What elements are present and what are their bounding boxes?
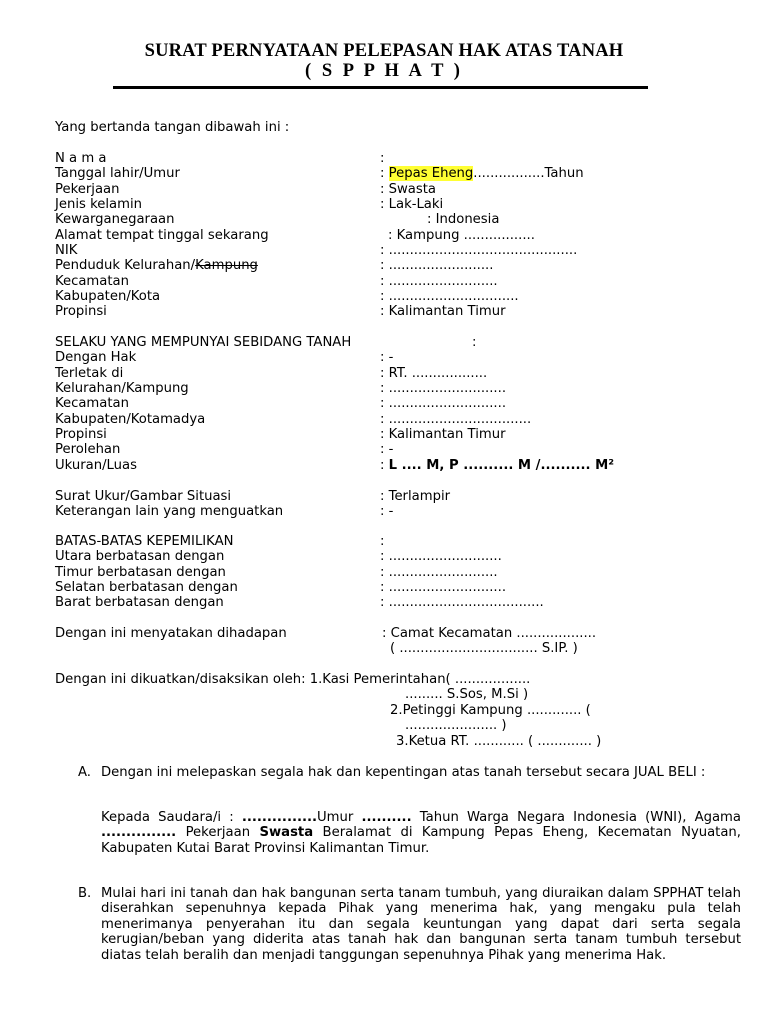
survey-value-surat-ukur: : Terlampir	[380, 489, 451, 504]
border-value-selatan: : ............................	[380, 580, 507, 595]
survey-value-keterangan: : -	[380, 504, 394, 519]
field-value-kecamatan: : ..........................	[380, 274, 498, 289]
land-label-terletak: Terletak di	[55, 366, 124, 381]
field-label-nik: NIK	[55, 243, 78, 258]
border-label-selatan: Selatan berbatasan dengan	[55, 580, 238, 595]
field-label-penduduk: Penduduk Kelurahan/Kampung	[55, 258, 258, 273]
land-value-kecamatan: : ............................	[380, 396, 507, 411]
field-label-nama: N a m a	[55, 151, 107, 166]
field-value-nik: : .............................................	[380, 243, 578, 258]
border-value-timur: : ..........................	[380, 565, 498, 580]
land-value-kelurahan: : ............................	[380, 381, 507, 396]
land-value-perolehan: : -	[380, 442, 394, 457]
border-value-utara: : ...........................	[380, 549, 502, 564]
border-value-barat: : .....................................	[380, 595, 544, 610]
border-label-utara: Utara berbatasan dengan	[55, 549, 225, 564]
section-a-marker: A.	[78, 765, 91, 780]
land-value-propinsi: : Kalimantan Timur	[380, 427, 506, 442]
section-a-buyer: Kepada Saudara/i : ...............Umur .......... Tahun Warga Negara Indonesia (WNI), Agama ............... Pekerjaan Swasta Beralamat di Kampung Pepas Eheng, Kecematan Nyuatan, Kabupaten Kutai Barat Provinsi Kalimantan Timur.	[101, 810, 741, 856]
witness-line-4: ...................... )	[405, 718, 507, 733]
witness-line-3: 2.Petinggi Kampung ............. (	[390, 703, 591, 718]
land-label-ukuran: Ukuran/Luas	[55, 458, 137, 473]
survey-label-surat-ukur: Surat Ukur/Gambar Situasi	[55, 489, 232, 504]
field-value-kabupaten: : ...............................	[380, 289, 519, 304]
field-label-pekerjaan: Pekerjaan	[55, 182, 120, 197]
field-label-propinsi: Propinsi	[55, 304, 107, 319]
land-label-kecamatan: Kecamatan	[55, 396, 129, 411]
section-a-text: Dengan ini melepaskan segala hak dan kepentingan atas tanah tersebut secara JUAL BELI :	[101, 765, 706, 780]
field-value-kewarganegaraan: : Indonesia	[427, 212, 500, 227]
field-label-kewarganegaraan: Kewarganegaraan	[55, 212, 175, 227]
land-value-terletak: : RT. ..................	[380, 366, 488, 381]
land-value-dengan-hak: : -	[380, 350, 394, 365]
title-divider	[113, 86, 648, 89]
land-label-kabupaten: Kabupaten/Kotamadya	[55, 412, 206, 427]
section-heading-land-colon: :	[472, 335, 477, 350]
survey-label-keterangan: Keterangan lain yang menguatkan	[55, 504, 284, 519]
field-label-alamat: Alamat tempat tinggal sekarang	[55, 228, 269, 243]
field-value-alamat: : Kampung .................	[388, 228, 535, 243]
intro-text: Yang bertanda tangan dibawah ini :	[55, 120, 290, 135]
land-label-dengan-hak: Dengan Hak	[55, 350, 137, 365]
field-value-pekerjaan: : Swasta	[380, 182, 436, 197]
land-label-perolehan: Perolehan	[55, 442, 121, 457]
section-heading-land: SELAKU YANG MEMPUNYAI SEBIDANG TANAH	[55, 335, 352, 350]
document-title: SURAT PERNYATAAN PELEPASAN HAK ATAS TANAH	[144, 41, 624, 61]
highlighted-text: Pepas Eheng	[388, 166, 474, 181]
field-label-kecamatan: Kecamatan	[55, 274, 129, 289]
declared-label: Dengan ini menyatakan dihadapan	[55, 626, 287, 641]
field-value-tanggal-lahir: : Pepas Eheng.................Tahun	[380, 166, 584, 181]
field-label-jenis-kelamin: Jenis kelamin	[55, 197, 142, 212]
document-subtitle: ( S P P H A T )	[305, 61, 463, 81]
witness-line-5: 3.Ketua RT. ............ ( ............. )	[396, 734, 602, 749]
section-heading-borders: BATAS-BATAS KEPEMILIKAN	[55, 534, 234, 549]
land-value-ukuran: : L .... M, P .......... M /.......... M²	[380, 458, 615, 473]
field-label-tanggal-lahir: Tanggal lahir/Umur	[55, 166, 180, 181]
field-label-kabupaten: Kabupaten/Kota	[55, 289, 161, 304]
field-value-jenis-kelamin: : Lak-Laki	[380, 197, 444, 212]
section-b-marker: B.	[78, 886, 92, 901]
witness-line-2: ......... S.Sos, M.Si )	[405, 687, 529, 702]
field-value-propinsi: : Kalimantan Timur	[380, 304, 506, 319]
land-label-kelurahan: Kelurahan/Kampung	[55, 381, 189, 396]
border-label-timur: Timur berbatasan dengan	[55, 565, 226, 580]
field-value-nama: :	[380, 151, 385, 166]
land-value-kabupaten: : ..................................	[380, 412, 532, 427]
field-value-penduduk: : .........................	[380, 258, 494, 273]
land-label-propinsi: Propinsi	[55, 427, 107, 442]
declared-value-sip: ( ................................. S.IP. )	[390, 641, 578, 656]
witness-line-1: Dengan ini dikuatkan/disaksikan oleh: 1.Kasi Pemerintahan( ..................	[55, 672, 531, 687]
border-label-barat: Barat berbatasan dengan	[55, 595, 224, 610]
section-b-text: Mulai hari ini tanah dan hak bangunan serta tanam tumbuh, yang diuraikan dalam SPPHAT telah diserahkan sepenuhnya kepada Pihak yang menerima hak, yang mengaku pula telah menerimanya penyerahan itu dan segala keuntungan yang dapat dari serta segala kerugian/beban yang diderita atas tanah hak dan bangunan serta tanam tumbuh tersebut diatas telah beralih dan menjadi tanggungan sepenuhnya Pihak yang menerima Hak.	[101, 886, 741, 963]
section-heading-borders-colon: :	[380, 534, 385, 549]
declared-value-camat: : Camat Kecamatan ...................	[382, 626, 597, 641]
